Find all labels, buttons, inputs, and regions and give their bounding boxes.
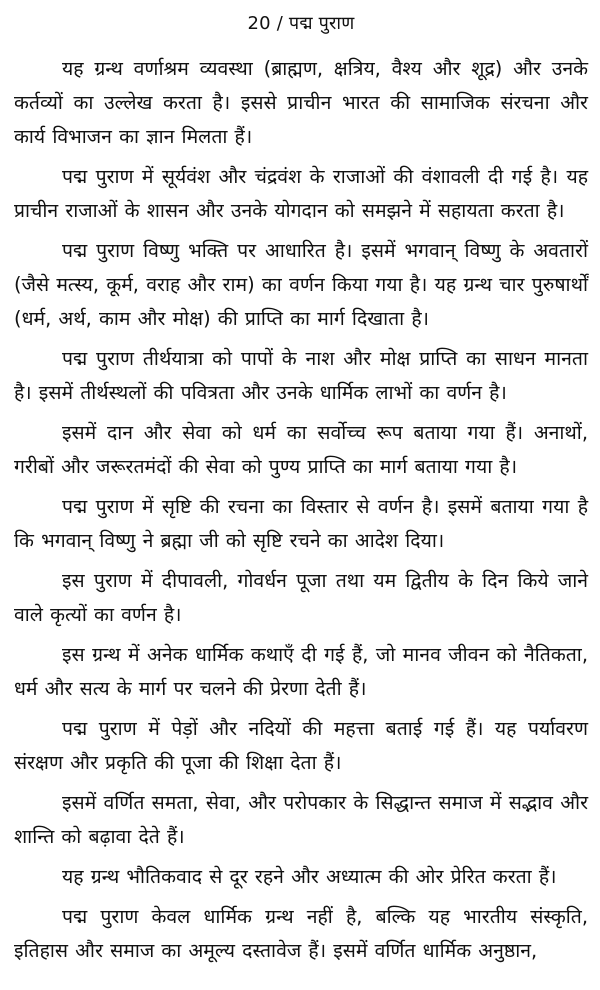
paragraph-adhyatm: यह ग्रन्थ भौतिकवाद से दूर रहने और अध्यात्म की ओर प्रेरित करता हैं।	[62, 865, 557, 888]
paragraph-varnashram: यह ग्रन्थ वर्णाश्रम व्यवस्था (ब्राह्मण, क्षत्रिय, वैश्य और शूद्र) और उनके कर्तव्यों का उल्लेख करता है। इससे प्राचीन भारत की सामाजिक संरचना और कार्य विभाजन का ज्ञान मिलता हैं।	[14, 57, 588, 148]
running-head: 20 / पद्म पुराण	[247, 13, 355, 34]
paragraph-vishnu-bhakti: पद्म पुराण विष्णु भक्ति पर आधारित है। इसमें भगवान् विष्णु के अवतारों (जैसे मत्स्य, कूर्म, वराह और राम) का वर्णन किया गया है। यह ग्रन्थ चार पुरुषार्थों (धर्म, अर्थ, काम और मोक्ष) की प्राप्ति का मार्ग दिखाता है।	[14, 239, 588, 330]
paragraph-vanshavali: पद्म पुराण में सूर्यवंश और चंद्रवंश के राजाओं की वंशावली दी गई है। यह प्राचीन राजाओं के शासन और उनके योगदान को समझने में सहायता करता है।	[14, 165, 588, 222]
paragraph-srishti: पद्म पुराण में सृष्टि की रचना का विस्तार से वर्णन है। इसमें बताया गया है कि भगवान् विष्णु ने ब्रह्मा जी को सृष्टि रचने का आदेश दिया।	[14, 495, 588, 552]
paragraph-tirthayatra: पद्म पुराण तीर्थयात्रा को पापों के नाश और मोक्ष प्राप्ति का साधन मानता है। इसमें तीर्थस्थलों की पवित्रता और उनके धार्मिक लाभों का वर्णन है।	[14, 347, 588, 404]
paragraph-daan-seva: इसमें दान और सेवा को धर्म का सर्वोच्च रूप बताया गया हैं। अनाथों, गरीबों और जरूरतमंदों की सेवा को पुण्य प्राप्ति का मार्ग बताया गया है।	[14, 421, 588, 478]
paragraph-kathayen: इस ग्रन्थ में अनेक धार्मिक कथाएँ दी गई हैं, जो मानव जीवन को नैतिकता, धर्म और सत्य के मार्ग पर चलने की प्रेरणा देती हैं।	[14, 643, 588, 700]
paragraph-samata: इसमें वर्णित समता, सेवा, और परोपकार के सिद्धान्त समाज में सद्भाव और शान्ति को बढ़ावा देते हैं।	[14, 791, 588, 848]
paragraph-sanskriti: पद्म पुराण केवल धार्मिक ग्रन्थ नहीं है, बल्कि यह भारतीय संस्कृति, इतिहास और समाज का अमूल्य दस्तावेज हैं। इसमें वर्णित धार्मिक अनुष्ठान,	[14, 905, 588, 962]
paragraph-deepavali: इस पुराण में दीपावली, गोवर्धन पूजा तथा यम द्वितीय के दिन किये जाने वाले कृत्यों का वर्णन है।	[14, 569, 588, 626]
paragraph-paryavaran: पद्म पुराण में पेड़ों और नदियों की महत्ता बताई गई हैं। यह पर्यावरण संरक्षण और प्रकृति की पूजा की शिक्षा देता हैं।	[14, 717, 588, 774]
